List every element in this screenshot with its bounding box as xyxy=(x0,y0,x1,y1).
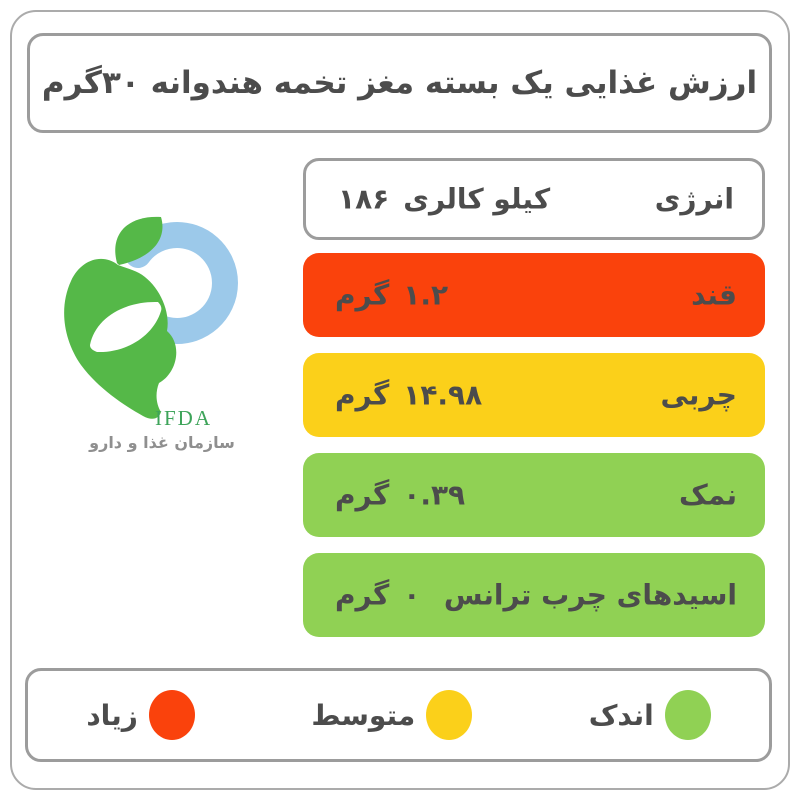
ifda-logo xyxy=(52,210,272,460)
row-trans-fat xyxy=(303,553,765,637)
medium-level-dot-icon xyxy=(426,690,472,740)
fat-amount: ۱۴.۹۸ xyxy=(403,378,483,412)
energy-unit: کیلو کالری xyxy=(403,182,551,216)
fat-label: چربی xyxy=(660,378,737,412)
row-fat xyxy=(303,353,765,437)
salt-label: نمک xyxy=(679,478,737,512)
sugar-label: قند xyxy=(691,278,737,312)
title-box xyxy=(27,33,772,133)
salt-unit: گرم xyxy=(335,478,390,512)
legend-item-high xyxy=(86,690,195,740)
row-sugar xyxy=(303,253,765,337)
energy-amount: ۱۸۶ xyxy=(338,182,390,216)
legend xyxy=(25,668,772,762)
low-level-dot-icon xyxy=(665,690,711,740)
ifda-acronym: IFDA xyxy=(155,406,213,430)
salt-amount: ۰.۳۹ xyxy=(403,478,466,512)
trans-fat-amount: ۰ xyxy=(403,578,421,612)
legend-label-medium: متوسط xyxy=(311,698,416,732)
fat-value xyxy=(335,379,482,412)
legend-label-high: زیاد xyxy=(86,698,138,732)
trans-fat-unit: گرم xyxy=(335,578,390,612)
top-leaf-shape xyxy=(115,217,162,265)
fat-unit: گرم xyxy=(335,378,390,412)
sugar-amount: ۱.۲ xyxy=(403,278,449,312)
salt-value xyxy=(335,479,465,512)
legend-item-medium xyxy=(311,690,472,740)
sugar-unit: گرم xyxy=(335,278,390,312)
energy-label: انرژی xyxy=(654,182,734,216)
sugar-value xyxy=(335,279,448,312)
nutrient-rows xyxy=(303,158,765,653)
trans-fat-value xyxy=(335,579,420,612)
page-title: ارزش غذایی یک بسته مغز تخمه هندوانه ۳۰گرم xyxy=(41,65,758,101)
energy-value xyxy=(338,183,550,216)
legend-label-low: اندک xyxy=(588,698,654,732)
high-level-dot-icon xyxy=(149,690,195,740)
row-energy xyxy=(303,158,765,240)
trans-fat-label: اسیدهای چرب ترانس xyxy=(443,578,737,612)
ifda-logo-mark xyxy=(57,213,247,425)
organization-name: سازمان غذا و دارو xyxy=(89,433,235,452)
row-salt xyxy=(303,453,765,537)
legend-item-low xyxy=(589,690,711,740)
